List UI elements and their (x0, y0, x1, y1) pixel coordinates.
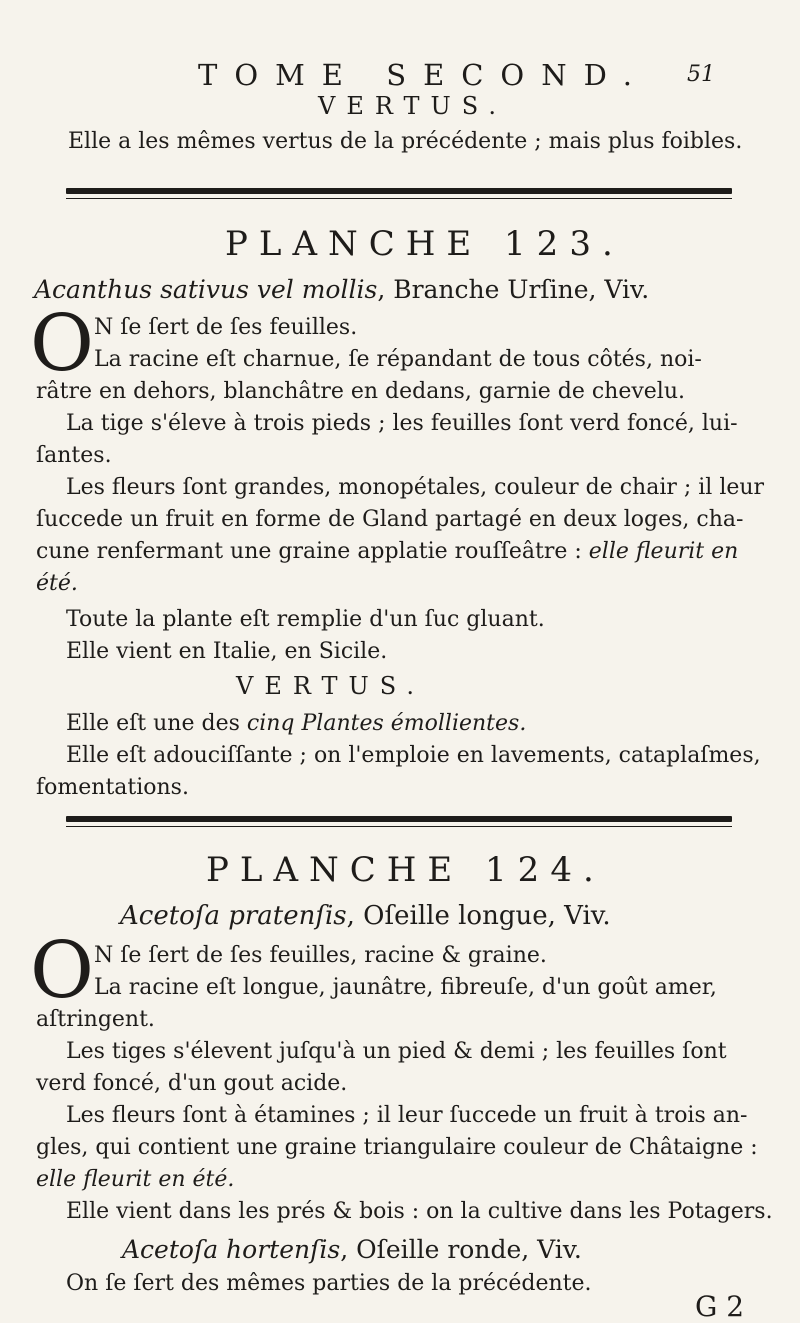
p123-vertus-italic: cinq Plantes émollientes. (246, 711, 527, 736)
p123-line: râtre en dehors, blanchâtre en dedans, garnie de chevelu. (36, 379, 685, 404)
p123-line: N ſe ſert de ſes feuilles. (94, 315, 358, 340)
p124-second-common: , Oſeille ronde, Viv. (340, 1235, 582, 1264)
planche-123-vertus-heading: VERTUS. (236, 672, 425, 700)
p123-line: cune renfermant une graine applatie rouſſeâtre : (36, 539, 582, 564)
p124-second-plant (122, 1234, 582, 1266)
p123-line: La tige s'éleve à trois pieds ; les feuilles ſont verd foncé, lui- (66, 411, 738, 436)
p123-line: Toute la plante eſt remplie d'un ſuc gluant. (66, 607, 545, 632)
running-head-title: TOME SECOND. (198, 58, 650, 92)
p124-line: N ſe ſert de ſes feuilles, racine & graine. (94, 943, 547, 968)
p123-vertus-line: fomentations. (36, 775, 189, 800)
p123-vertus-line (66, 708, 526, 740)
planche-124-drop-cap: O (30, 926, 94, 1016)
p124-final-line: On ſe ſert des mêmes parties de la précédente. (66, 1271, 592, 1296)
p123-bloom: elle fleurit en (588, 539, 739, 564)
p124-line: Elle vient dans les prés & bois : on la cultive dans les Potagers. (66, 1199, 773, 1224)
section-rule-thick (66, 816, 732, 822)
p124-line: La racine eſt longue, jaunâtre, fibreuſe, d'un goût amer, (94, 975, 717, 1000)
p123-vertus-line: Elle eſt adouciſſante ; on l'emploie en lavements, cataplaſmes, (66, 743, 761, 768)
p123-bloom-end: été. (36, 571, 78, 596)
planche-123-common-name: , Branche Urſine, Viv. (377, 275, 650, 304)
p124-line: gles, qui contient une graine triangulaire couleur de Châtaigne : (36, 1135, 758, 1160)
planche-123-title (34, 274, 649, 306)
p124-line: Les tiges s'élevent juſqu'à un pied & demi ; les feuilles ſont (66, 1039, 727, 1064)
p124-line: Les fleurs ſont à étamines ; il leur ſuccede un fruit à trois an- (66, 1103, 748, 1128)
section-rule-thin (66, 826, 732, 827)
p123-line: ſantes. (36, 443, 112, 468)
p123-line: ſuccede un fruit en forme de Gland partagé en deux loges, cha- (36, 507, 744, 532)
planche-124-latin-name: Acetoſa pratenſis (120, 901, 347, 931)
page-number: 51 (687, 62, 715, 87)
planche-123-latin-name: Acanthus sativus vel mollis (34, 275, 378, 304)
p124-line: aſtringent. (36, 1007, 155, 1032)
p123-line: Elle vient en Italie, en Sicile. (66, 639, 388, 664)
p124-second-latin: Acetoſa hortenſis (122, 1235, 341, 1264)
p124-line: verd foncé, d'un gout acide. (36, 1071, 348, 1096)
planche-123-heading: PLANCHE 123. (225, 224, 624, 264)
vertus-intro-text: Elle a les mêmes vertus de la précédente ; mais plus foibles. (68, 129, 743, 154)
p123-vertus-text: Elle eſt une des (66, 711, 240, 736)
planche-124-common-name: , Oſeille longue, Viv. (346, 901, 611, 931)
planche-124-heading: PLANCHE 124. (206, 850, 605, 890)
p123-line: La racine eſt charnue, ſe répandant de tous côtés, noi- (94, 347, 702, 372)
vertus-heading-intro: VERTUS. (318, 92, 507, 120)
p123-line-bloom (36, 536, 738, 568)
section-rule-thick (66, 188, 732, 194)
signature-mark: G 2 (695, 1290, 745, 1323)
p124-bloom: elle fleurit en été. (36, 1167, 235, 1192)
planche-124-title (120, 900, 611, 932)
section-rule-thin (66, 198, 732, 199)
planche-123-drop-cap: O (30, 299, 94, 389)
p123-line: Les fleurs ſont grandes, monopétales, couleur de chair ; il leur (66, 475, 765, 500)
